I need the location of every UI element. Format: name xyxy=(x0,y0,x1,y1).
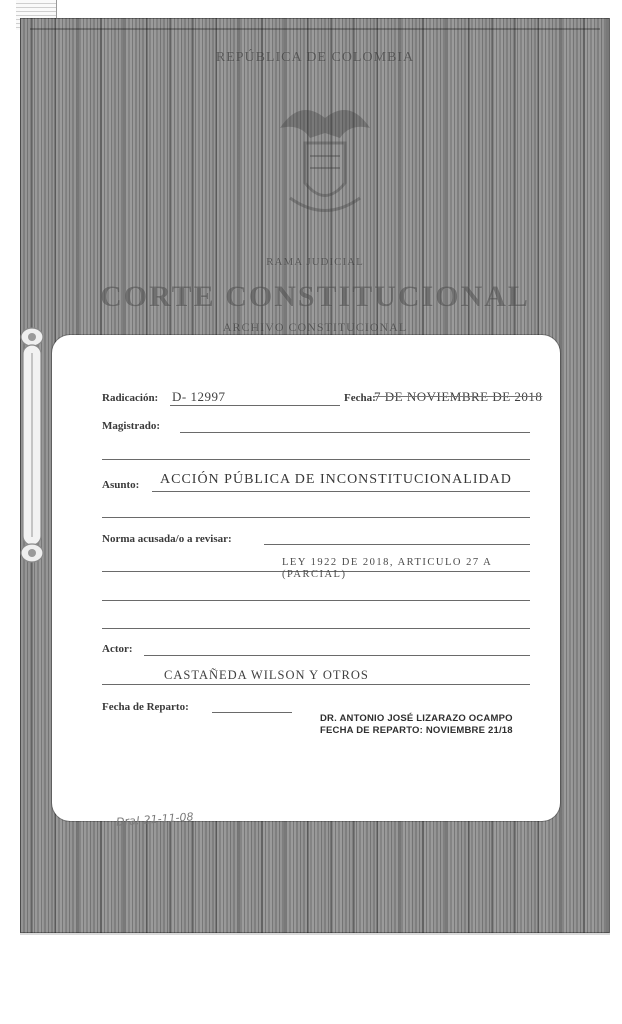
actor-line-2 xyxy=(102,684,530,685)
norma-value-line1: LEY 1922 DE 2018, ARTICULO 27 A xyxy=(282,557,493,568)
norma-label: Norma acusada/o a revisar: xyxy=(102,533,232,545)
radicacion-label: Radicación: xyxy=(102,392,159,404)
magistrado-line-1 xyxy=(180,432,530,433)
folder-top-fold xyxy=(30,28,600,30)
actor-value: CASTAÑEDA WILSON Y OTROS xyxy=(164,668,369,682)
radicacion-value: D- 12997 xyxy=(172,389,226,404)
republica-heading: REPÚBLICA DE COLOMBIA xyxy=(215,50,415,65)
fecha-value: 7 DE NOVIEMBRE DE 2018 xyxy=(374,389,543,404)
corte-heading: CORTE CONSTITUCIONAL xyxy=(100,280,530,313)
archivo-heading: ARCHIVO CONSTITUCIONAL xyxy=(222,320,408,334)
rama-judicial-heading: RAMA JUDICIAL xyxy=(266,256,364,268)
coat-of-arms-icon xyxy=(270,88,380,228)
folder-bottom-edge xyxy=(20,933,610,935)
binder-clip-icon xyxy=(12,315,52,575)
magistrado-line-2 xyxy=(102,459,530,460)
radicacion-line xyxy=(170,405,340,406)
magistrado-label: Magistrado: xyxy=(102,420,161,432)
norma-line-1 xyxy=(264,544,530,545)
fecha-reparto-line xyxy=(212,712,292,713)
fecha-label: Fecha: xyxy=(344,392,376,404)
reparto-stamp xyxy=(320,713,513,737)
fecha-reparto-label: Fecha de Reparto: xyxy=(102,701,189,713)
stamp-fecha-reparto: FECHA DE REPARTO: NOVIEMBRE 21/18 xyxy=(320,725,513,736)
stamp-magistrado: DR. ANTONIO JOSÉ LIZARAZO OCAMPO xyxy=(320,713,513,724)
asunto-value: ACCIÓN PÚBLICA DE INCONSTITUCIONALIDAD xyxy=(160,472,512,487)
asunto-line-2 xyxy=(102,517,530,518)
actor-label: Actor: xyxy=(102,643,133,655)
case-label-card xyxy=(52,335,560,829)
norma-value-line2: (PARCIAL) xyxy=(282,569,347,580)
handwritten-note: Dra! 21-11-08 xyxy=(115,810,194,829)
asunto-label: Asunto: xyxy=(102,479,140,491)
norma-line-3 xyxy=(102,600,530,601)
asunto-line-1 xyxy=(152,491,530,492)
actor-line-1 xyxy=(144,655,530,656)
norma-line-4 xyxy=(102,628,530,629)
